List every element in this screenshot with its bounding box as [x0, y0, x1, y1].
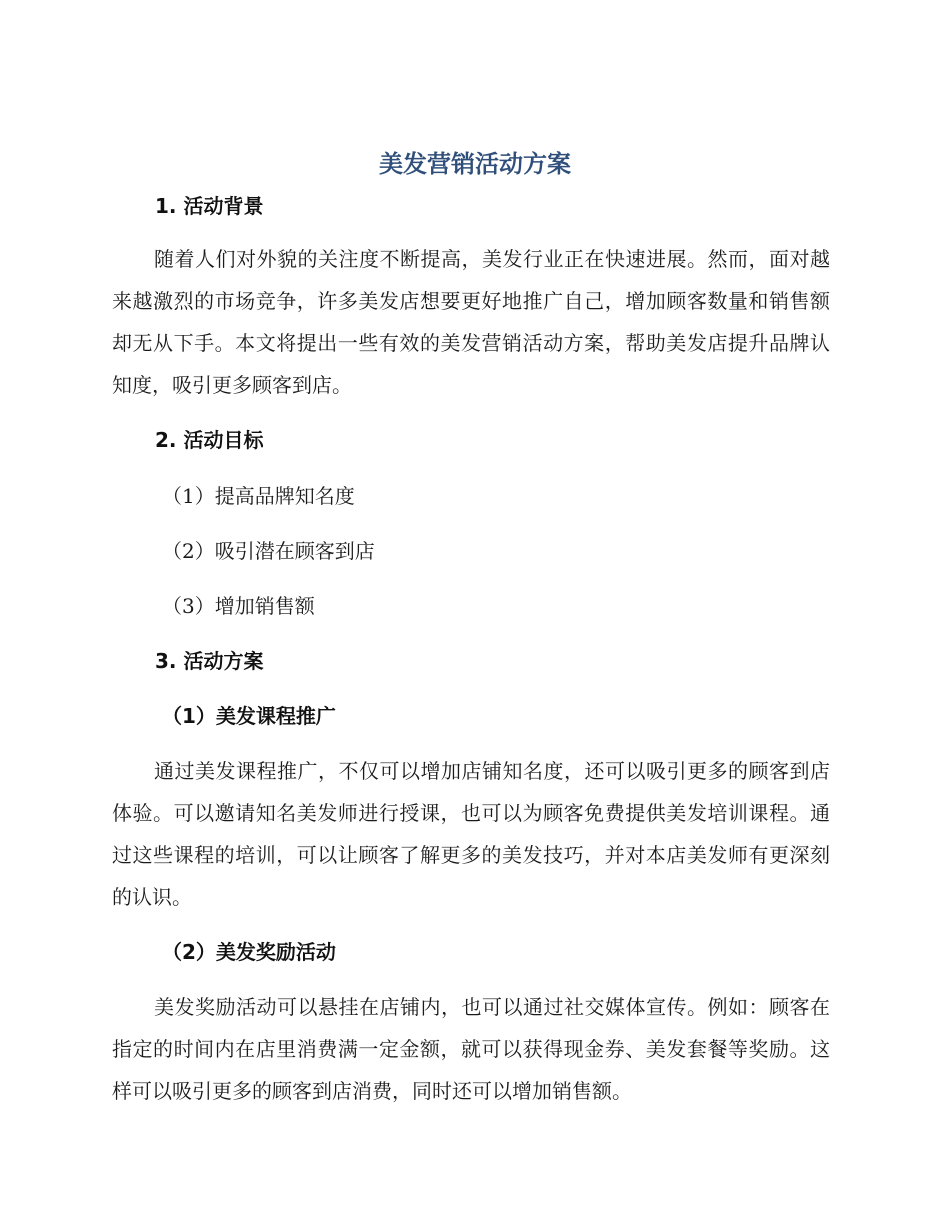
course-paragraph: 通过美发课程推广，不仅可以增加店铺知名度，还可以吸引更多的顾客到店体验。可以邀请知名美发师进行授课，也可以为顾客免费提供美发培训课程。通过这些课程的培训，可以让顾客了解更多的美发技巧，并对本店美发师有更深刻的认识。: [112, 759, 830, 909]
subsection-heading-reward: （2）美发奖励活动: [162, 940, 336, 964]
goal-item: （2）吸引潜在顾客到店: [162, 539, 375, 563]
goal-item: （3）增加销售额: [162, 594, 315, 618]
background-paragraph: 随着人们对外貌的关注度不断提高，美发行业正在快速进展。然而，面对越来越激烈的市场竞争，许多美发店想要更好地推广自己，增加顾客数量和销售额却无从下手。本文将提出一些有效的美发营销活动方案，帮助美发店提升品牌认知度，吸引更多顾客到店。: [112, 247, 830, 397]
section-heading-background: 1. 活动背景: [155, 194, 264, 218]
reward-paragraph: 美发奖励活动可以悬挂在店铺内，也可以通过社交媒体宣传。例如：顾客在指定的时间内在店里消费满一定金额，就可以获得现金券、美发套餐等奖励。这样可以吸引更多的顾客到店消费，同时还可以增加销售额。: [112, 995, 830, 1103]
goal-item: （1）提高品牌知名度: [162, 484, 355, 508]
subsection-heading-course: （1）美发课程推广: [162, 704, 336, 728]
section-heading-plan: 3. 活动方案: [155, 649, 264, 673]
document-title: 美发营销活动方案: [379, 150, 571, 178]
section-heading-goals: 2. 活动目标: [155, 428, 264, 452]
